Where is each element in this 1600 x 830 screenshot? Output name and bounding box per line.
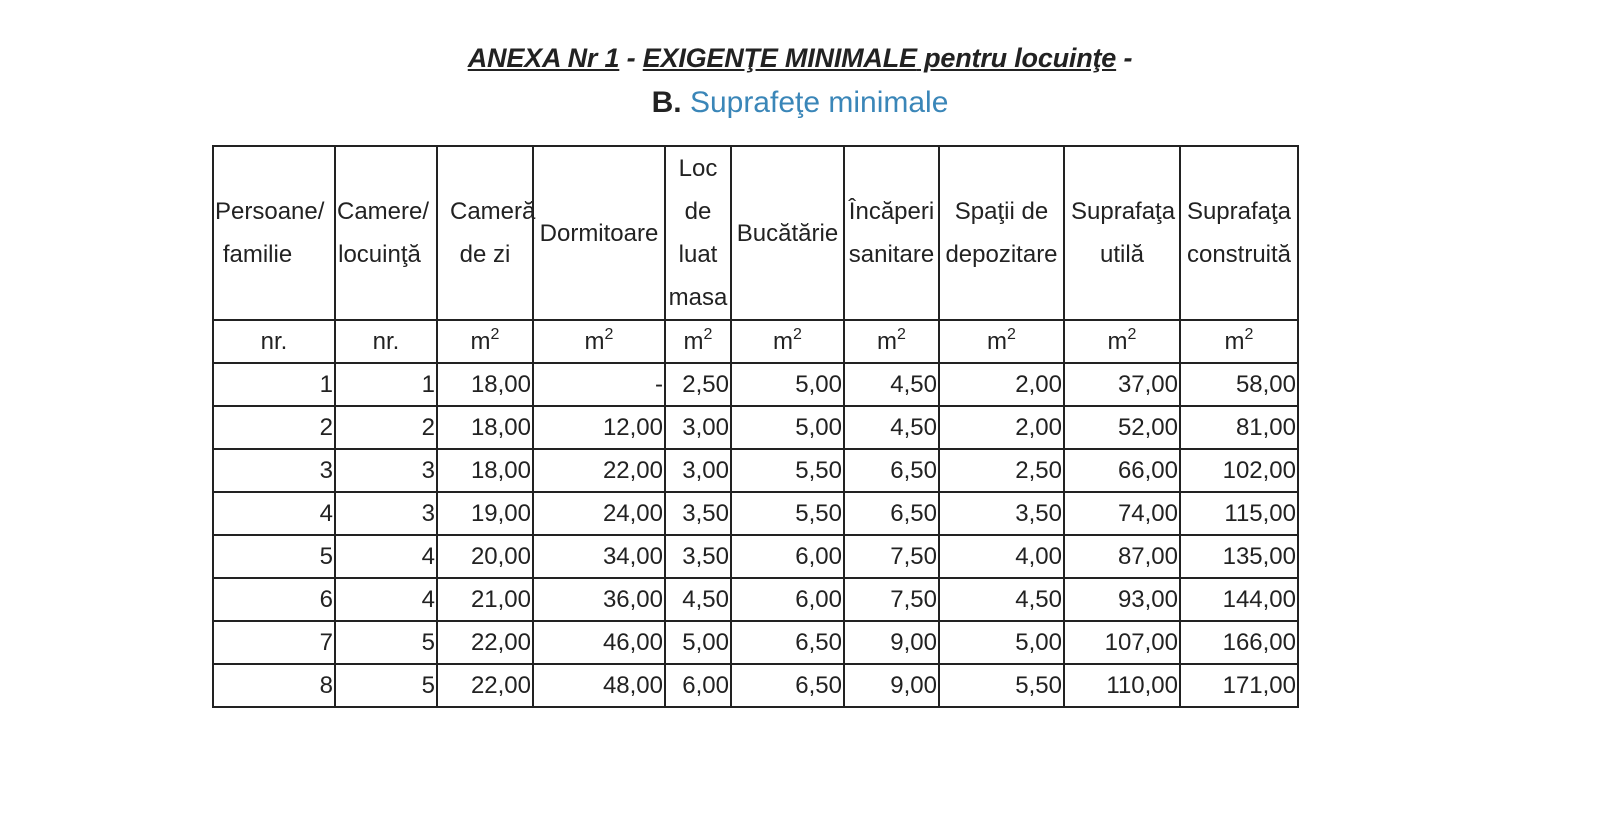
table-cell: 5 — [213, 535, 335, 578]
title-separator: - — [619, 43, 643, 73]
table-row — [213, 449, 1298, 492]
annex-number: ANEXA Nr 1 — [467, 43, 620, 73]
table-cell: 19,00 — [437, 492, 533, 535]
table-cell: 4,50 — [665, 578, 731, 621]
table-cell: 5 — [335, 664, 437, 707]
header-cell: Dormitoare — [533, 146, 665, 320]
unit-exponent: 2 — [897, 325, 906, 343]
table-cell: 107,00 — [1064, 621, 1180, 664]
table-cell: 58,00 — [1180, 363, 1298, 406]
header-cell: Camere/ locuinţă — [335, 146, 437, 320]
table-cell: 3 — [335, 449, 437, 492]
table-cell: 4,50 — [844, 363, 939, 406]
table-cell: 12,00 — [533, 406, 665, 449]
unit-cell — [1064, 320, 1180, 363]
minimum-areas-table — [212, 145, 1299, 708]
table-cell: 46,00 — [533, 621, 665, 664]
table-cell: 22,00 — [437, 621, 533, 664]
unit-base: m — [877, 327, 898, 355]
unit-cell — [665, 320, 731, 363]
unit-cell — [533, 320, 665, 363]
table-cell: 5,50 — [939, 664, 1064, 707]
table-cell: 5,00 — [665, 621, 731, 664]
table-row — [213, 406, 1298, 449]
table-cell: 2,00 — [939, 406, 1064, 449]
unit-cell — [335, 320, 437, 363]
header-cell: Loc de luat masa — [665, 146, 731, 320]
table-cell: 87,00 — [1064, 535, 1180, 578]
header-cell: Bucătărie — [731, 146, 844, 320]
table-cell: 6 — [213, 578, 335, 621]
table-cell: 7,50 — [844, 578, 939, 621]
unit-cell — [437, 320, 533, 363]
table-cell: 48,00 — [533, 664, 665, 707]
table-cell: 18,00 — [437, 406, 533, 449]
table-cell: 74,00 — [1064, 492, 1180, 535]
table-cell: 3,50 — [939, 492, 1064, 535]
unit-base: m — [1107, 327, 1128, 355]
unit-base: m — [683, 327, 704, 355]
title-separator-end: - — [1116, 43, 1133, 73]
table-cell: 3,00 — [665, 406, 731, 449]
table-cell: 36,00 — [533, 578, 665, 621]
units-row — [213, 320, 1298, 363]
table-cell: 37,00 — [1064, 363, 1180, 406]
table-cell: 6,00 — [665, 664, 731, 707]
table-cell: 1 — [335, 363, 437, 406]
unit-cell — [844, 320, 939, 363]
table-row — [213, 664, 1298, 707]
table-cell: 52,00 — [1064, 406, 1180, 449]
table-row — [213, 621, 1298, 664]
table-row — [213, 578, 1298, 621]
table-cell: 8 — [213, 664, 335, 707]
table-cell: 102,00 — [1180, 449, 1298, 492]
table-cell: 6,50 — [731, 664, 844, 707]
header-cell: Suprafaţa utilă — [1064, 146, 1180, 320]
table-cell: 9,00 — [844, 664, 939, 707]
table-cell: 5,50 — [731, 492, 844, 535]
annex-subject: EXIGENŢE MINIMALE — [642, 43, 917, 73]
unit-exponent: 2 — [793, 325, 802, 343]
table-cell: 81,00 — [1180, 406, 1298, 449]
table-cell: 5,00 — [939, 621, 1064, 664]
table-cell: 7 — [213, 621, 335, 664]
table-row — [213, 363, 1298, 406]
table-row — [213, 492, 1298, 535]
unit-exponent: 2 — [703, 325, 713, 343]
header-cell: Cameră de zi — [437, 146, 533, 320]
table-cell: 20,00 — [437, 535, 533, 578]
table-header-row — [213, 146, 1298, 320]
table-cell: 5 — [335, 621, 437, 664]
unit-cell — [939, 320, 1064, 363]
table-cell: - — [533, 363, 665, 406]
table-cell: 5,50 — [731, 449, 844, 492]
table-cell: 4 — [335, 578, 437, 621]
table-cell: 135,00 — [1180, 535, 1298, 578]
unit-exponent: 2 — [490, 325, 500, 343]
table-cell: 6,50 — [844, 449, 939, 492]
table-cell: 4,50 — [844, 406, 939, 449]
table-cell: 5,00 — [731, 363, 844, 406]
table-row — [213, 535, 1298, 578]
header-cell: Spaţii de depozitare — [939, 146, 1064, 320]
table-cell: 3 — [213, 449, 335, 492]
section-letter: B. — [651, 86, 682, 119]
table-cell: 18,00 — [437, 449, 533, 492]
unit-base: nr. — [260, 327, 288, 355]
unit-exponent: 2 — [1007, 325, 1016, 343]
header-cell: Suprafaţa construită — [1180, 146, 1298, 320]
table-cell: 18,00 — [437, 363, 533, 406]
table-cell: 6,50 — [731, 621, 844, 664]
table-cell: 6,00 — [731, 535, 844, 578]
table-cell: 66,00 — [1064, 449, 1180, 492]
table-cell: 22,00 — [437, 664, 533, 707]
table-cell: 3,50 — [665, 492, 731, 535]
table-cell: 2 — [213, 406, 335, 449]
unit-base: m — [1224, 327, 1245, 355]
unit-base: m — [987, 327, 1008, 355]
unit-base: nr. — [372, 327, 400, 355]
table-cell: 93,00 — [1064, 578, 1180, 621]
unit-cell — [731, 320, 844, 363]
table-cell: 22,00 — [533, 449, 665, 492]
table-cell: 3,00 — [665, 449, 731, 492]
annex-title — [0, 40, 1600, 76]
table-cell: 2,50 — [665, 363, 731, 406]
table-cell: 3,50 — [665, 535, 731, 578]
table-cell: 2,00 — [939, 363, 1064, 406]
unit-exponent: 2 — [1127, 325, 1137, 343]
table-cell: 144,00 — [1180, 578, 1298, 621]
table-cell: 21,00 — [437, 578, 533, 621]
table-cell: 24,00 — [533, 492, 665, 535]
table-cell: 9,00 — [844, 621, 939, 664]
unit-exponent: 2 — [1244, 325, 1254, 343]
section-link[interactable]: Suprafeţe minimale — [689, 86, 949, 119]
unit-base: m — [773, 327, 794, 355]
unit-base: m — [584, 327, 605, 355]
unit-base: m — [470, 327, 491, 355]
unit-cell — [213, 320, 335, 363]
table-cell: 166,00 — [1180, 621, 1298, 664]
table-cell: 171,00 — [1180, 664, 1298, 707]
table-cell: 2,50 — [939, 449, 1064, 492]
table-cell: 115,00 — [1180, 492, 1298, 535]
table-cell: 34,00 — [533, 535, 665, 578]
table-cell: 4,00 — [939, 535, 1064, 578]
table-cell: 4 — [335, 535, 437, 578]
table-cell: 3 — [335, 492, 437, 535]
table-cell: 110,00 — [1064, 664, 1180, 707]
table-cell: 7,50 — [844, 535, 939, 578]
header-cell: Încăperi sanitare — [844, 146, 939, 320]
table-cell: 1 — [213, 363, 335, 406]
table-cell: 6,50 — [844, 492, 939, 535]
unit-cell — [1180, 320, 1298, 363]
table-cell: 4 — [213, 492, 335, 535]
table-cell: 2 — [335, 406, 437, 449]
header-cell: Persoane/ familie — [213, 146, 335, 320]
table-cell: 5,00 — [731, 406, 844, 449]
table-cell: 6,00 — [731, 578, 844, 621]
unit-exponent: 2 — [604, 325, 614, 343]
section-title — [0, 84, 1600, 122]
table-cell: 4,50 — [939, 578, 1064, 621]
annex-subject-tail: pentru locuinţe — [916, 43, 1117, 73]
